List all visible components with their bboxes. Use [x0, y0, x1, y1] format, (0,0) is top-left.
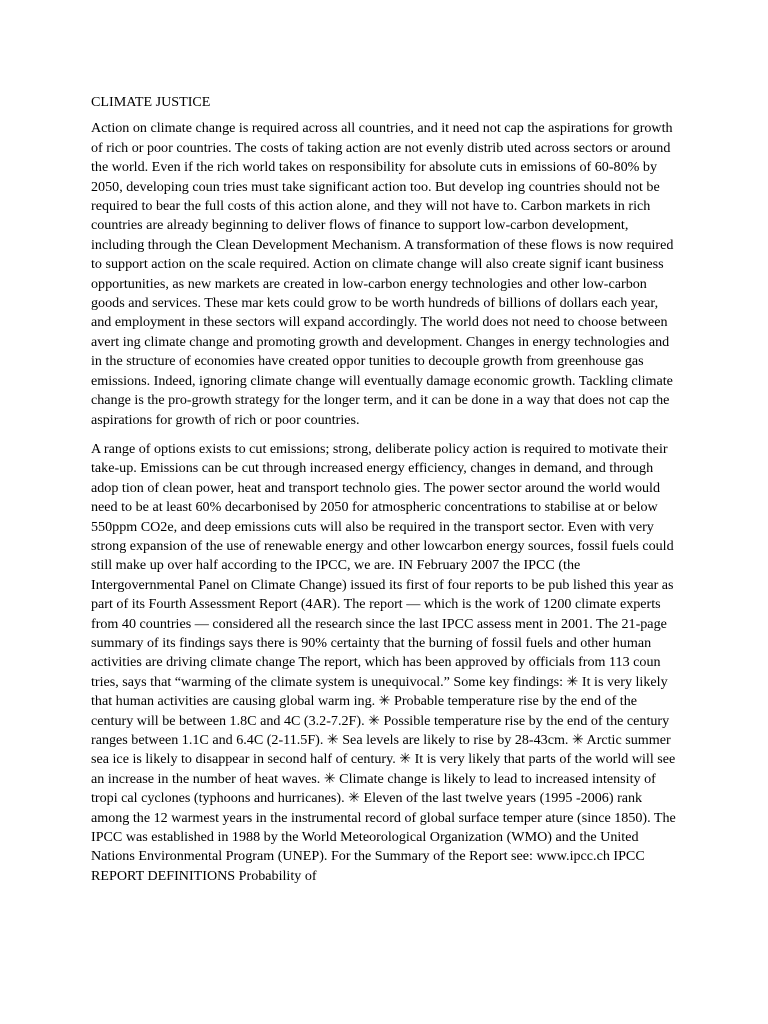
document-title: CLIMATE JUSTICE [91, 94, 211, 110]
document-page [91, 93, 681, 896]
paragraph-2: A range of options exists to cut emissions; strong, deliberate policy action is required to motivate their take-up. Emissions can be cut through increased energy efficiency, changes in demand, and through adop tion of clean power, heat and transport technolo gies. The power sector around the world would need to be at least 60% decarbonised by 2050 for atmospheric concentrations to stabilise at or below 550ppm CO2e, and deep emissions cuts will also be required in the transport sector. Even with very strong expansion of the use of renewable energy and other lowcarbon energy sources, fossil fuels could still make up over half according to the IPCC, we are. IN February 2007 the IPCC (the Intergovernmental Panel on Climate Change) issued its first of four reports to be pub lished this year as part of its Fourth Assessment Report (4AR). The report — which is the work of 1200 climate experts from 40 countries — considered all the research since the last IPCC assess ment in 2001. The 21-page summary of its findings says there is 90% certainty that the burning of fossil fuels and other human activities are driving climate change The report, which has been approved by officials from 113 coun tries, says that “warming of the climate system is unequivocal.” Some key findings: ✳ It is very likely that human activities are causing global warm ing. ✳ Probable temperature rise by the end of the century will be between 1.8C and 4C (3.2-7.2F). ✳ Possible temperature rise by the end of the century ranges between 1.1C and 6.4C (2-11.5F). ✳ Sea levels are likely to rise by 28-43cm. ✳ Arctic summer sea ice is likely to disappear in second half of century. ✳ It is very likely that parts of the world will see an increase in the number of heat waves. ✳ Climate change is likely to lead to increased intensity of tropi cal cyclones (typhoons and hurricanes). ✳ Eleven of the last twelve years (1995 -2006) rank among the 12 warmest years in the instrumental record of global surface temper ature (since 1850). The IPCC was established in 1988 by the World Meteorological Organization (WMO) and the United Nations Environmental Program (UNEP). For the Summary of the Report see: www.ipcc.ch IPCC REPORT DEFINITIONS Probability of [91, 440, 676, 884]
paragraph-1: Action on climate change is required across all countries, and it need not cap the aspirations for growth of rich or poor countries. The costs of taking action are not evenly distrib uted across sectors or around the world. Even if the rich world takes on responsibility for absolute cuts in emissions of 60-80% by 2050, developing coun tries must take significant action too. But develop ing countries should not be required to bear the full costs of this action alone, and they will not have to. Carbon markets in rich countries are already beginning to deliver flows of finance to support low-carbon development, including through the Clean Development Mechanism. A transformation of these flows is now required to support action on the scale required. Action on climate change will also create signif icant business opportunities, as new markets are created in low-carbon energy technologies and other low-carbon goods and services. These mar kets could grow to be worth hundreds of billions of dollars each year, and employment in these sectors will expand accordingly. The world does not need to choose between avert ing climate change and promoting growth and development. Changes in energy technologies and in the structure of economies have created oppor tunities to decouple growth from greenhouse gas emissions. Indeed, ignoring climate change will eventually damage economic growth. Tackling climate change is the pro-growth strategy for the longer term, and it can be done in a way that does not cap the aspirations for growth of rich or poor countries. [91, 120, 674, 428]
